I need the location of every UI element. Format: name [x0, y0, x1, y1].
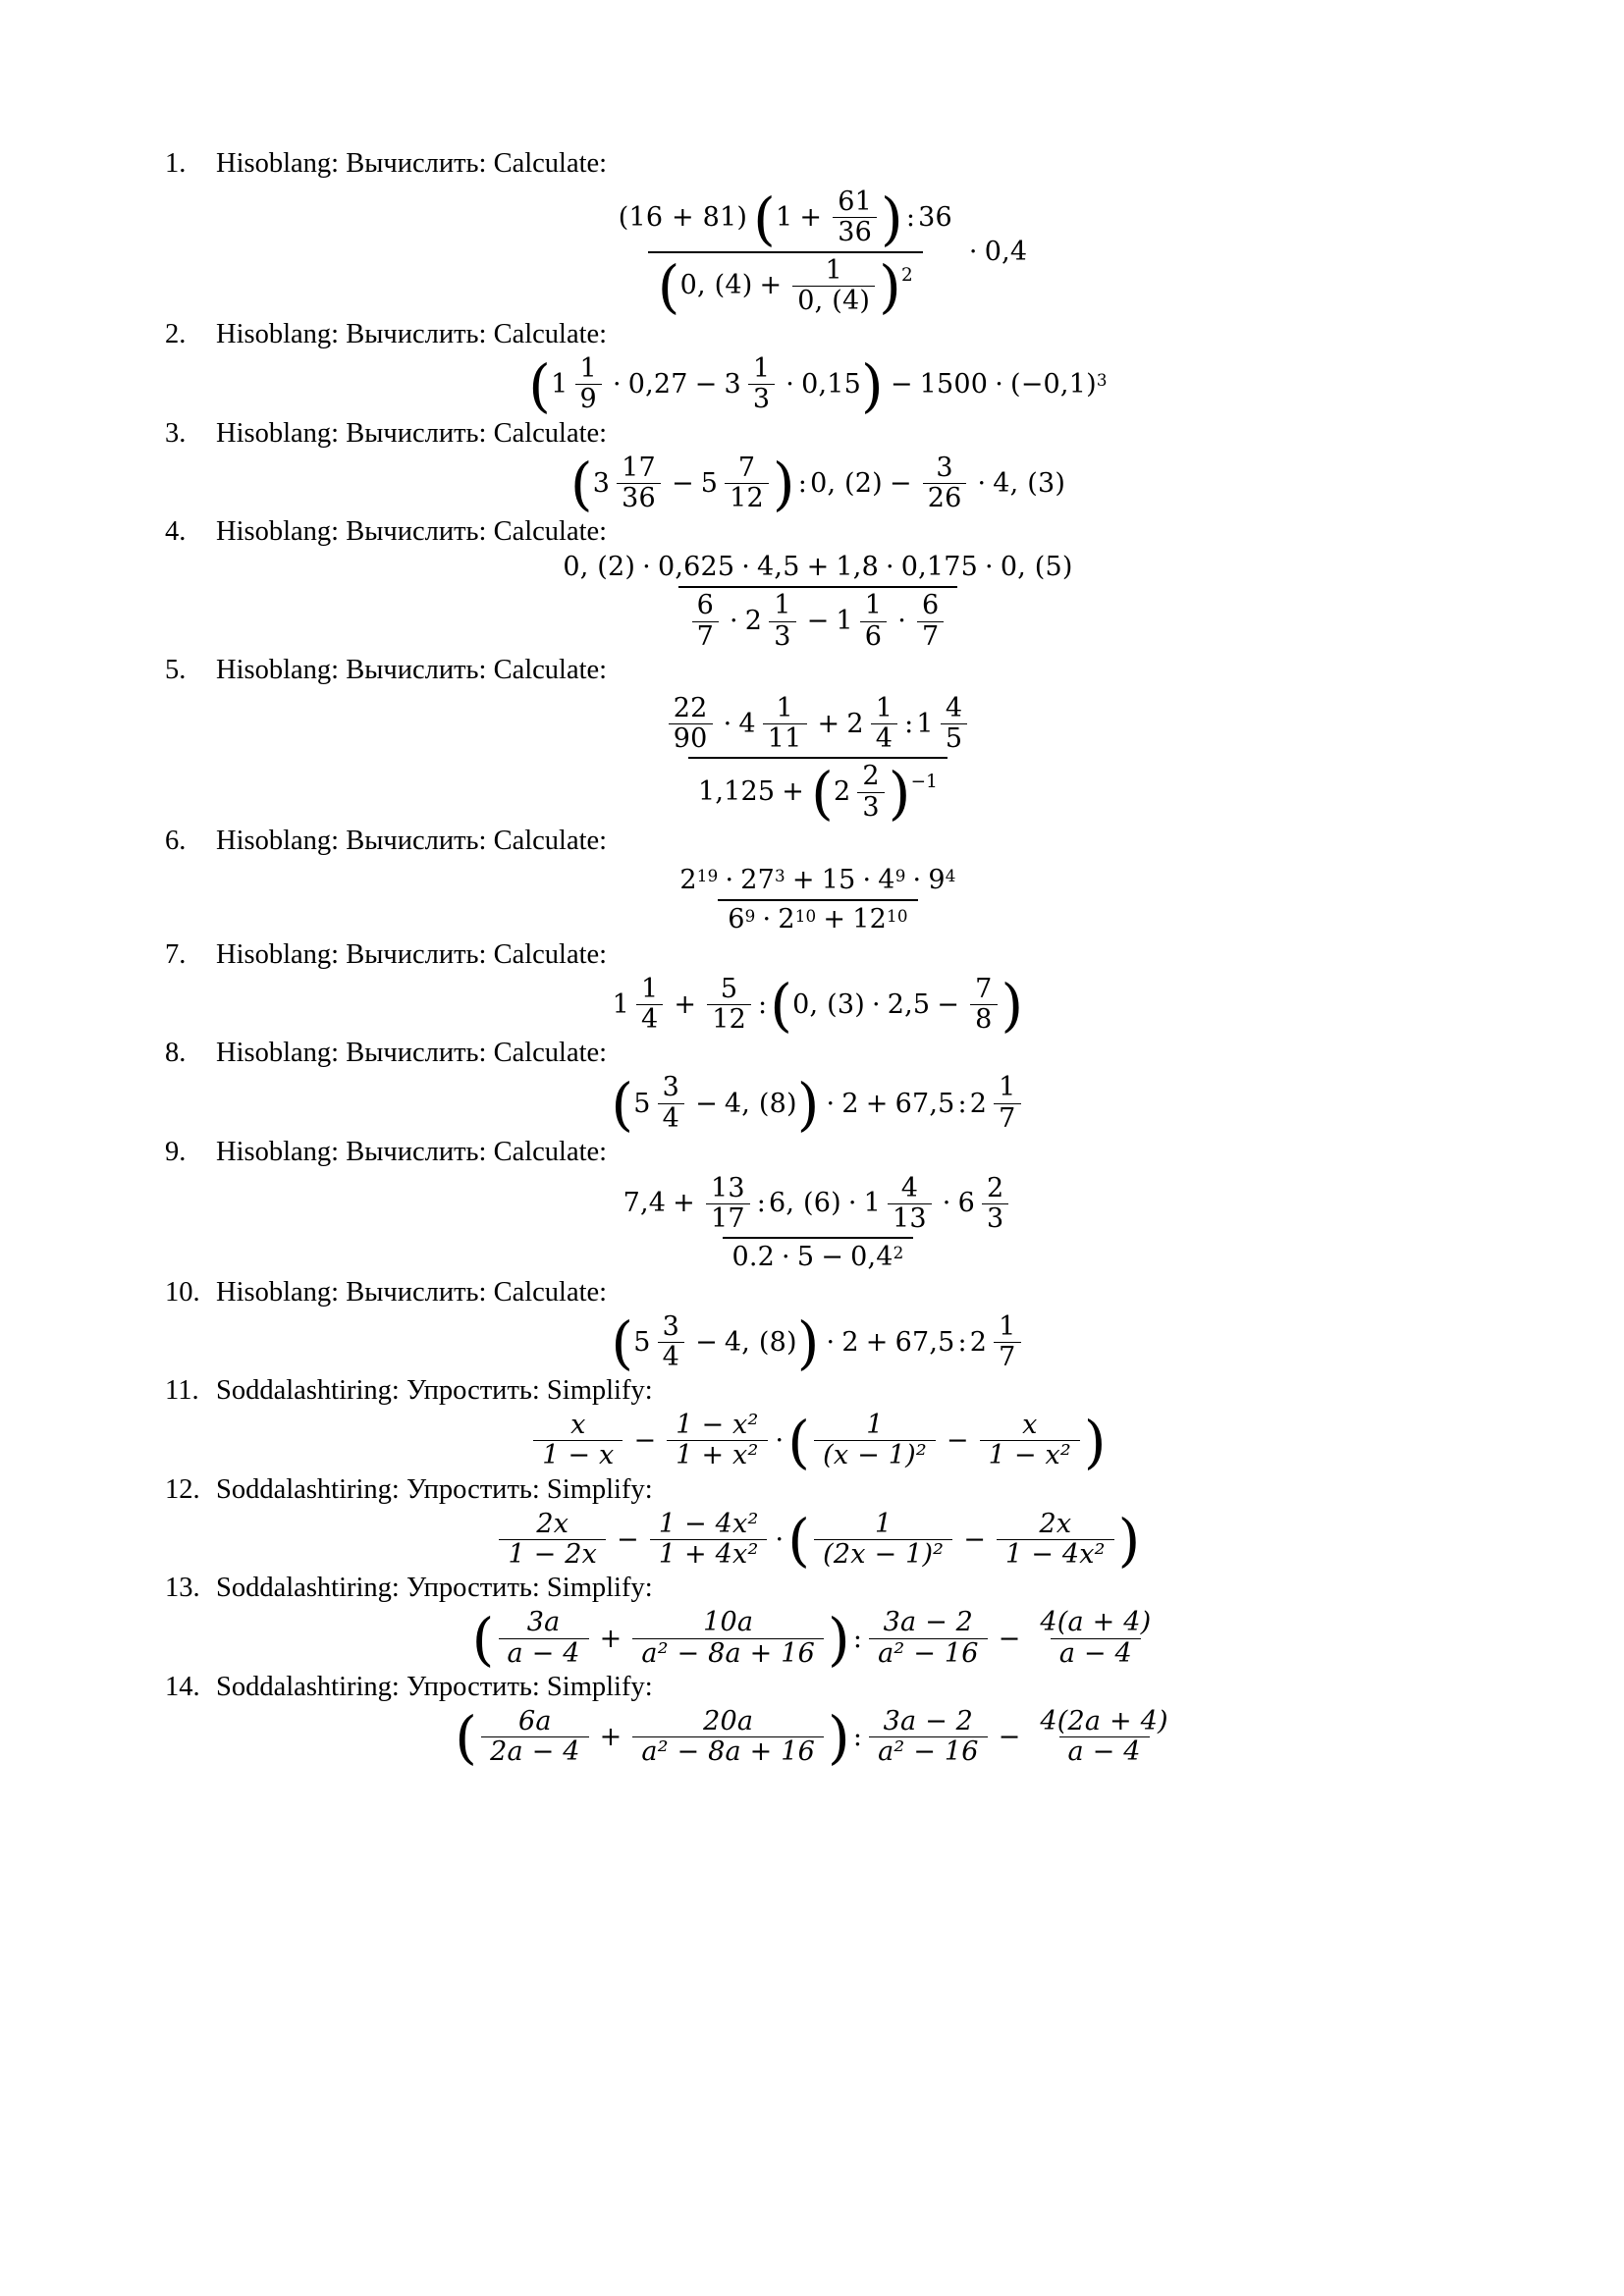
p6-d3: 12: [852, 904, 887, 935]
p8-e-n: 1: [999, 1072, 1016, 1103]
problem-2-formula: ( 1 $\frac{1}{9}$ · 0,27 − 3 $\frac{1}{3}$ · 0,15 ) − 1500 · (−0,1) 3: [528, 351, 1108, 419]
problem-10-prompt: [165, 1274, 1471, 1310]
p8-a-d: 4: [658, 1103, 684, 1134]
p1-den-b2: 0, (4): [792, 286, 875, 316]
p10-d: 67,5: [894, 1326, 955, 1358]
p2-b-n: 1: [752, 353, 771, 385]
p14-f4-n: 4(2a + 4): [1040, 1705, 1168, 1736]
p13-f4-d: a − 4: [1051, 1638, 1141, 1669]
p9-n2-d: 17: [706, 1203, 750, 1234]
problem-8: [165, 1035, 1471, 1138]
p9-n5-int: 6: [957, 1188, 975, 1219]
p3-b-n: 7: [737, 452, 756, 483]
p5-n1-n: 22: [673, 692, 708, 723]
p5-d2-d: 3: [857, 792, 884, 823]
p4-d2-d: 3: [769, 621, 795, 652]
problem-11-prompt-text: Soddalashtiring: Упростить: Simplify:: [216, 1375, 653, 1407]
problem-14: [165, 1669, 1471, 1772]
problem-list: [165, 145, 1471, 1772]
p1-tail: 0,4: [984, 237, 1028, 268]
problem-9-prompt: [165, 1134, 1471, 1170]
problem-6-prompt-text: Hisoblang: Вычислить: Calculate:: [216, 825, 608, 856]
p14-f3-d: a² − 16: [869, 1736, 987, 1767]
p14-f2-d: a² − 8a + 16: [632, 1736, 824, 1767]
p11-f2-n: 1 − x²: [676, 1410, 759, 1441]
problem-5-prompt: [165, 652, 1471, 688]
p4-d3-n: 1: [864, 590, 883, 621]
problem-6-number: 6.: [165, 825, 187, 856]
p2-b-dec: 0,15: [801, 369, 861, 400]
p10-e-n: 1: [999, 1310, 1016, 1342]
problem-11: [165, 1372, 1471, 1475]
problem-5-prompt-text: Hisoblang: Вычислить: Calculate:: [216, 654, 608, 685]
p4-n6: 0, (5): [1000, 552, 1073, 583]
problem-1: [165, 145, 1471, 321]
problem-11-number: 11.: [165, 1375, 199, 1407]
p8-d: 67,5: [894, 1088, 955, 1119]
problem-10-number: 10.: [165, 1276, 200, 1308]
p4-n2: 0,625: [657, 552, 735, 583]
p14-f2-n: 20a: [703, 1705, 754, 1736]
p4-d1-n: 6: [696, 590, 714, 621]
problem-14-number: 14.: [165, 1671, 200, 1702]
p13-f3-n: 3a − 2: [883, 1607, 974, 1638]
p14-f1-d: 2a − 4: [481, 1736, 588, 1767]
p5-n3-d: 4: [871, 723, 897, 754]
p5-n4-int: 1: [916, 708, 934, 739]
problem-4-formula: 0, (2) · 0,625 · 4,5 + 1,8 · 0,175 · 0, (5) $\frac{6}{7}$ · 2 $\frac{1}{3}$ − 1 $\frac{1}{6}$ · $\frac{6}{7}$: [563, 552, 1073, 652]
p4-d3-int: 1: [836, 605, 853, 636]
p2-c: 1500: [919, 369, 989, 400]
p6-n1: 2: [679, 864, 697, 895]
p12-f3-d: (2x − 1)²: [814, 1539, 952, 1570]
problem-10-formula: ( 5 $\frac{3}{4}$ − 4, (8) ) · 2 + 67,5 : 2 $\frac{1}{7}$: [165, 1312, 1471, 1372]
p9-d1: 0.2: [731, 1242, 776, 1273]
problem-13: [165, 1570, 1471, 1673]
p7-d: 2,5: [887, 989, 931, 1021]
p3-b-int: 5: [700, 467, 719, 499]
p13-f3-d: a² − 16: [869, 1638, 987, 1669]
problem-3-formula: ( 3 $\frac{17}{36}$ − 5 $\frac{7}{12}$ ) : 0, (2) − $\frac{3}{26}$ · 4, (3): [569, 451, 1066, 518]
p12-f2-d: 1 + 4x²: [650, 1539, 768, 1570]
p13-f4-n: 4(a + 4): [1040, 1607, 1152, 1638]
p12-f4-n: 2x: [1039, 1508, 1072, 1539]
p11-f3-n: 1: [866, 1410, 884, 1441]
p3-e-d: 26: [923, 483, 967, 513]
problem-12-prompt-text: Soddalashtiring: Упростить: Simplify:: [216, 1473, 653, 1505]
problem-4: [165, 513, 1471, 652]
p2-a-int: 1: [551, 369, 568, 400]
problem-3: [165, 415, 1471, 518]
problem-7-number: 7.: [165, 938, 187, 970]
problem-6-prompt: [165, 823, 1471, 859]
p4-n4: 1,8: [836, 552, 879, 583]
p6-n2: 27: [740, 864, 776, 895]
problem-10-prompt-text: Hisoblang: Вычислить: Calculate:: [216, 1276, 608, 1308]
p9-d3: 0,4: [850, 1242, 893, 1273]
p8-a-n: 3: [662, 1072, 680, 1103]
p6-n4: 4: [878, 864, 895, 895]
problem-8-prompt: [165, 1035, 1471, 1071]
problem-5: [165, 652, 1471, 828]
problem-8-prompt-text: Hisoblang: Вычислить: Calculate:: [216, 1038, 608, 1069]
problem-13-formula: ( $\frac{3a}{a - 4}$ + $\frac{10a}{\text{a² − 8a + 16}}$ ) : $\frac{3a - 2}{\text{a² − 16}}$ − $\frac{4(a + 4)}{a - 4}$: [165, 1608, 1471, 1668]
p13-f2-n: 10a: [703, 1607, 754, 1638]
problem-13-number: 13.: [165, 1573, 200, 1604]
p7-e-n: 7: [975, 973, 993, 1004]
p3-b-d: 12: [725, 483, 769, 513]
p7-a-d: 4: [636, 1004, 663, 1035]
p10-e-int: 2: [969, 1326, 988, 1358]
p5-n3-n: 1: [875, 692, 893, 723]
p4-n5: 0,175: [900, 552, 979, 583]
p14-f1-n: 6a: [518, 1705, 552, 1736]
problem-11-formula: $\frac{x}{1 - x}$ − $\frac{\text{1 − x²}}{\text{1 + x²}}$ · ( $\frac{1}{\text{(x − 1)²}}$ − $\frac{x}{\text{1 − x²}}$ ): [165, 1411, 1471, 1470]
p8-e-int: 2: [969, 1088, 988, 1119]
p5-n4-d: 5: [941, 723, 967, 754]
p12-f1-d: 1 − 2x: [499, 1539, 606, 1570]
problem-4-prompt-text: Hisoblang: Вычислить: Calculate:: [216, 516, 608, 548]
p2-a-n: 1: [579, 353, 597, 385]
p12-f4-d: 1 − 4x²: [997, 1539, 1114, 1570]
p6-d1: 6: [728, 904, 745, 935]
p7-c: 0, (3): [792, 989, 865, 1021]
p2-b-int: 3: [724, 369, 741, 400]
p5-n1-d: 90: [669, 723, 713, 754]
problem-6: [165, 823, 1471, 936]
p13-f1-d: a − 4: [499, 1638, 589, 1669]
problem-1-formula: (16 + 81) ( 1 + $\frac{61}{36}$ ) : 36 ( 0, (4) + $\frac{1}{0, (4)}$ ) 2 · 0,4: [618, 185, 1028, 321]
p2-a-d: 9: [575, 384, 602, 414]
p3-a-int: 3: [592, 467, 611, 499]
p9-n5-n: 2: [986, 1172, 1004, 1203]
problem-4-prompt: [165, 513, 1471, 550]
p2-b-d: 3: [748, 384, 775, 414]
problem-1-prompt-text: Hisoblang: Вычислить: Calculate:: [216, 148, 608, 179]
problem-14-prompt-text: Soddalashtiring: Упростить: Simplify:: [216, 1671, 653, 1702]
p1-num-a: (16 + 81): [618, 201, 748, 233]
problem-5-formula: $\frac{22}{90}$ · 4 $\frac{1}{11}$ + 2 $\frac{1}{4}$ : 1 $\frac{4}{5}$ 1,125 + ( 2 $\frac{2}{3}$ ) −1: [165, 694, 1471, 823]
p9-n5-d: 3: [982, 1203, 1008, 1234]
p1-num-b1: 1: [775, 201, 793, 233]
p10-a-n: 3: [662, 1310, 680, 1342]
p1-den-a: 0, (4): [679, 270, 753, 301]
problem-8-formula: ( 5 $\frac{3}{4}$ − 4, (8) ) · 2 + 67,5 : 2 $\frac{1}{7}$: [165, 1073, 1471, 1133]
p6-d2: 2: [778, 904, 795, 935]
p11-f4-d: 1 − x²: [980, 1440, 1080, 1470]
problem-2-number: 2.: [165, 318, 187, 349]
p4-d4-d: 7: [917, 621, 944, 652]
p9-n4-n: 4: [900, 1172, 919, 1203]
problem-12-formula: $\frac{2x}{1 - 2x}$ − $\frac{\text{1 − 4x²}}{\text{1 + 4x²}}$ · ( $\frac{1}{\text{(2x − 1)²}}$ − $\frac{2x}{\text{1 − 4x²}}$ ): [165, 1510, 1471, 1570]
p4-d2-int: 2: [744, 605, 763, 636]
p2-a-dec: 0,27: [627, 369, 688, 400]
p6-n5: 9: [928, 864, 946, 895]
p11-f1-d: 1 − x: [533, 1440, 623, 1470]
problem-12: [165, 1471, 1471, 1575]
p8-b: 4, (8): [724, 1088, 797, 1119]
p9-n3: 6, (6): [769, 1188, 841, 1219]
p11-f3-d: (x − 1)²: [814, 1440, 936, 1470]
p8-c: 2: [841, 1088, 859, 1119]
p10-a-d: 4: [658, 1342, 684, 1372]
p4-n3: 4,5: [757, 552, 800, 583]
p7-a-n: 1: [641, 973, 659, 1004]
problem-12-prompt: [165, 1471, 1471, 1508]
p5-d2-int: 2: [833, 775, 851, 807]
p7-a-int: 1: [612, 989, 630, 1021]
problem-4-number: 4.: [165, 516, 187, 548]
problem-2-prompt-text: Hisoblang: Вычислить: Calculate:: [216, 318, 608, 349]
problem-9-number: 9.: [165, 1136, 187, 1167]
problem-9-formula: 7,4 + $\frac{13}{17}$ : 6, (6) · 1 $\frac{4}{13}$ · 6 $\frac{2}{3}$ 0.2 · 5 − 0,4 2: [165, 1174, 1471, 1274]
p5-d1: 1,125: [697, 775, 776, 807]
p6-n3: 15: [821, 864, 856, 895]
p4-d3-d: 6: [860, 621, 887, 652]
problem-14-prompt: [165, 1669, 1471, 1705]
p11-f4-n: x: [1022, 1410, 1038, 1441]
p5-n2-d: 11: [763, 723, 807, 754]
p9-n2-n: 13: [710, 1172, 745, 1203]
p10-e-d: 7: [994, 1342, 1020, 1372]
problem-8-number: 8.: [165, 1038, 187, 1069]
problem-11-prompt: [165, 1372, 1471, 1409]
problem-3-number: 3.: [165, 417, 187, 449]
problem-5-number: 5.: [165, 654, 187, 685]
problem-2-prompt: [165, 316, 1471, 352]
p14-f3-n: 3a − 2: [883, 1705, 974, 1736]
p7-b-d: 12: [707, 1004, 751, 1035]
p4-d1-d: 7: [692, 621, 719, 652]
p9-n4-d: 13: [888, 1203, 932, 1234]
problem-3-prompt-text: Hisoblang: Вычислить: Calculate:: [216, 417, 608, 449]
problem-1-number: 1.: [165, 148, 187, 179]
p11-f1-n: x: [570, 1410, 586, 1441]
p13-f2-d: a² − 8a + 16: [632, 1638, 824, 1669]
problem-1-prompt: [165, 145, 1471, 182]
p2-d: (−0,1): [1009, 369, 1097, 400]
p13-f1-n: 3a: [526, 1607, 561, 1638]
p1-num-b2: 61: [838, 187, 872, 218]
p3-e-n: 3: [936, 452, 953, 483]
problem-7-prompt-text: Hisoblang: Вычислить: Calculate:: [216, 938, 608, 970]
problem-7-prompt: [165, 936, 1471, 973]
p10-c: 2: [841, 1326, 859, 1358]
problem-13-prompt-text: Soddalashtiring: Упростить: Simplify:: [216, 1573, 653, 1604]
p3-c: 0, (2): [810, 467, 883, 499]
p5-n2-n: 1: [776, 692, 793, 723]
problem-14-formula: ( $\frac{6a}{2a - 4}$ + $\frac{20a}{\text{a² − 8a + 16}}$ ) : $\frac{3a - 2}{\text{a² − 16}}$ − $\frac{4(2a + 4)}{a - 4}$: [165, 1707, 1471, 1767]
p3-a-d: 36: [617, 483, 661, 513]
p4-d2-n: 1: [774, 590, 791, 621]
problem-7: [165, 936, 1471, 1040]
p8-e-d: 7: [994, 1103, 1020, 1134]
p12-f3-n: 1: [874, 1508, 893, 1539]
problem-7-formula: 1 $\frac{1}{4}$ + $\frac{5}{12}$ : ( 0, (3) · 2,5 − $\frac{7}{8}$ ): [612, 972, 1024, 1040]
p11-f2-d: 1 + x²: [667, 1440, 767, 1470]
p5-n2-int: 4: [738, 708, 756, 739]
problem-6-formula: 2 19 · 27 3 + 15 · 4 9 · 9 4 6 9 · 2 10 + 12 10: [679, 864, 956, 935]
p4-n1: 0, (2): [563, 552, 636, 583]
problem-9: [165, 1134, 1471, 1274]
p4-d4-n: 6: [921, 590, 940, 621]
p9-d2: 5: [796, 1242, 815, 1273]
p9-n1: 7,4: [623, 1188, 667, 1219]
p8-a-int: 5: [633, 1088, 651, 1119]
problem-2: [165, 316, 1471, 419]
p1-den-b1: 1: [825, 254, 842, 286]
p5-n3-int: 2: [846, 708, 864, 739]
p12-f2-n: 1 − 4x²: [658, 1508, 759, 1539]
p14-f4-d: a − 4: [1059, 1736, 1150, 1767]
problem-12-number: 12.: [165, 1473, 200, 1505]
p3-f: 4, (3): [993, 467, 1066, 499]
p7-e-d: 8: [970, 1004, 997, 1035]
problem-13-prompt: [165, 1570, 1471, 1606]
p1-num-c: 36: [918, 201, 952, 233]
p1-num-b3: 36: [833, 217, 877, 247]
p5-n4-n: 4: [945, 692, 963, 723]
problem-9-prompt-text: Hisoblang: Вычислить: Calculate:: [216, 1136, 608, 1167]
p3-a-n: 17: [622, 452, 656, 483]
p10-b: 4, (8): [724, 1326, 797, 1358]
p9-n4-int: 1: [863, 1188, 882, 1219]
problem-3-prompt: [165, 415, 1471, 452]
p5-d2-n: 2: [862, 761, 880, 792]
p7-b-n: 5: [720, 973, 738, 1004]
p10-a-int: 5: [633, 1326, 651, 1358]
p12-f1-n: 2x: [536, 1508, 569, 1539]
problem-10: [165, 1274, 1471, 1377]
